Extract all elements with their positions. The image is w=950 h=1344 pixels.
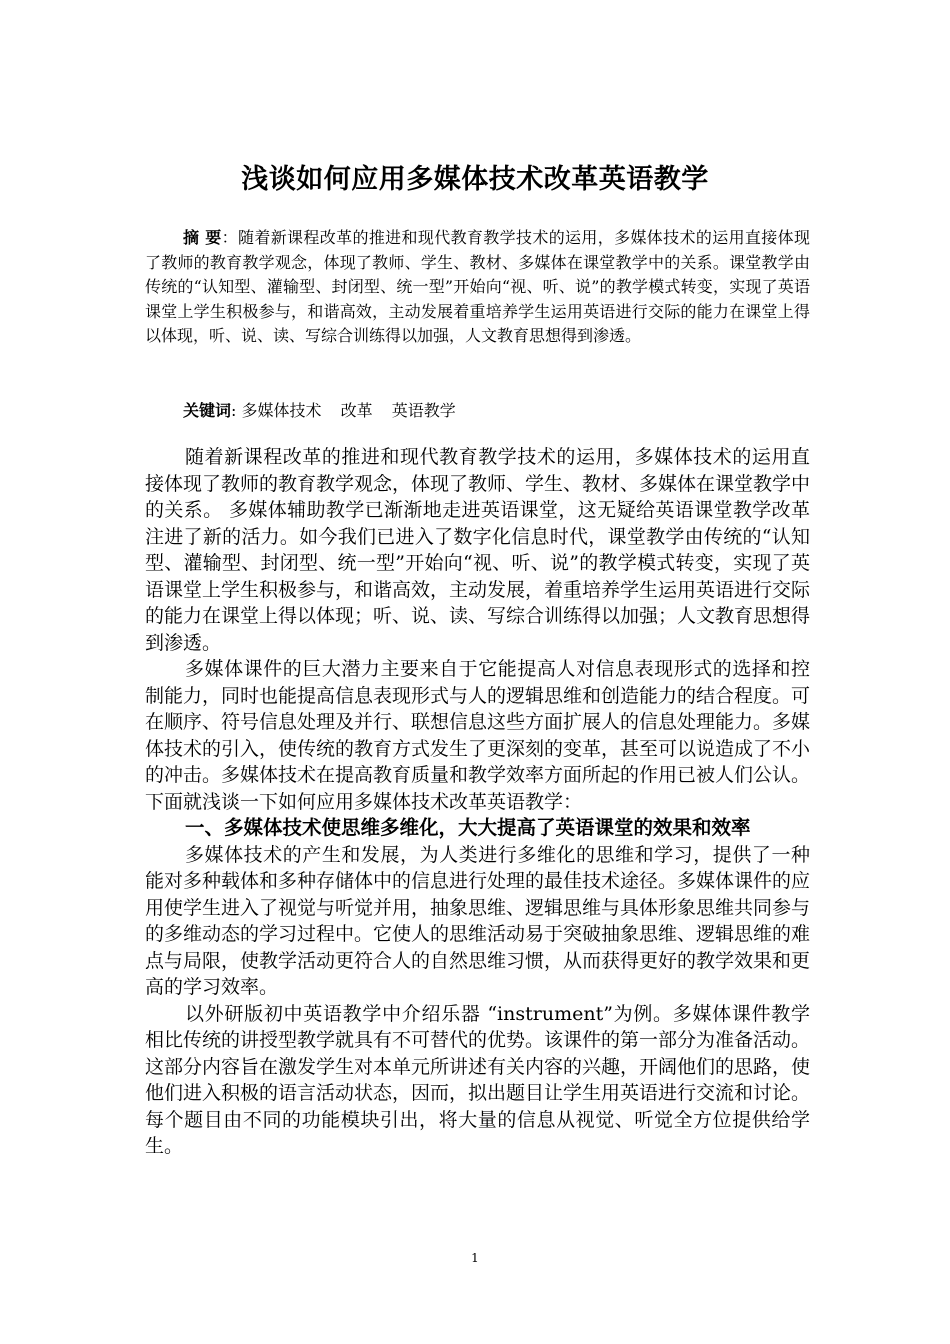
abstract-label: 摘 要 xyxy=(183,228,222,247)
document-title: 浅谈如何应用多媒体技术改革英语教学 xyxy=(241,164,709,195)
body-text xyxy=(145,444,810,1160)
keyword-item: 改革 xyxy=(340,401,373,420)
section-heading: 一、多媒体技术使思维多维化，大大提高了英语课堂的效果和效率 xyxy=(185,816,751,839)
page-number: 1 xyxy=(471,1251,479,1265)
keywords xyxy=(183,398,470,421)
abstract-separator: ： xyxy=(221,228,238,247)
abstract-text: 随着新课程改革的推进和现代教育教学技术的运用，多媒体技术的运用直接体现了教师的教育教学观念，体现了教师、学生、教材、多媒体在课堂教学中的关系。课堂教学由传统的“认知型、灌输型、封闭型、统一型”开始向“视、听、说”的教学模式转变，实现了英语课堂上学生积极参与，和谐高效，主动发展着重培养学生运用英语进行交际的能力在课堂上得以体现，听、说、读、写综合训练得以加强，人文教育思想得到渗透。 xyxy=(145,228,810,345)
keyword-item: 英语教学 xyxy=(391,401,456,420)
body-paragraph: 随着新课程改革的推进和现代教育教学技术的运用，多媒体技术的运用直接体现了教师的教育教学观念，体现了教师、学生、教材、多媒体在课堂教学中的关系。 多媒体辅助教学已渐渐地走进英语课堂，这无疑给英语课堂教学改革注进了新的活力。如今我们已进入了数字化信息时代，课堂教学由传统的“认知型、灌输型、封闭型、统一型”开始向“视、听、说”的教学模式转变，实现了英语课堂上学生积极参与，和谐高效，主动发展，着重培养学生运用英语进行交际的能力在课堂上得以体现；听、说、读、写综合训练得以加强；人文教育思想得到渗透。 xyxy=(145,446,811,654)
keywords-separator: : xyxy=(231,401,237,420)
keyword-item: 多媒体技术 xyxy=(241,401,322,420)
keywords-label: 关键词 xyxy=(183,401,232,420)
body-paragraph: 以外研版初中英语教学中介绍乐器 “instrument”为例。多媒体课件教学相比传统的讲授型教学就具有不可替代的优势。该课件的第一部分为准备活动。这部分内容旨在激发学生对本单元所讲述有关内容的兴趣，开阔他们的思路，使他们进入积极的语言活动状态，因而，拟出题目让学生用英语进行交流和讨论。每个题目由不同的功能模块引出，将大量的信息从视觉、听觉全方位提供给学生。 xyxy=(145,1002,811,1157)
abstract xyxy=(145,226,810,349)
body-paragraph: 多媒体课件的巨大潜力主要来自于它能提高人对信息表现形式的选择和控制能力，同时也能提高信息表现形式与人的逻辑思维和创造能力的结合程度。可在顺序、符号信息处理及并行、联想信息这些方面扩展人的信息处理能力。多媒体技术的引入，使传统的教育方式发生了更深刻的变革，甚至可以说造成了不小的冲击。多媒体技术在提高教育质量和教学效率方面所起的作用已被人们公认。下面就浅谈一下如何应用多媒体技术改革英语教学： xyxy=(145,658,811,813)
body-paragraph: 多媒体技术的产生和发展，为人类进行多维化的思维和学习，提供了一种能对多种载体和多种存储体中的信息进行处理的最佳技术途径。多媒体课件的应用使学生进入了视觉与听觉并用，抽象思维、逻辑思维与具体形象思维共同参与的多维动态的学习过程中。它使人的思维活动易于突破抽象思维、逻辑思维的难点与局限，使教学活动更符合人的自然思维习惯，从而获得更好的教学效果和更高的学习效率。 xyxy=(145,843,811,998)
